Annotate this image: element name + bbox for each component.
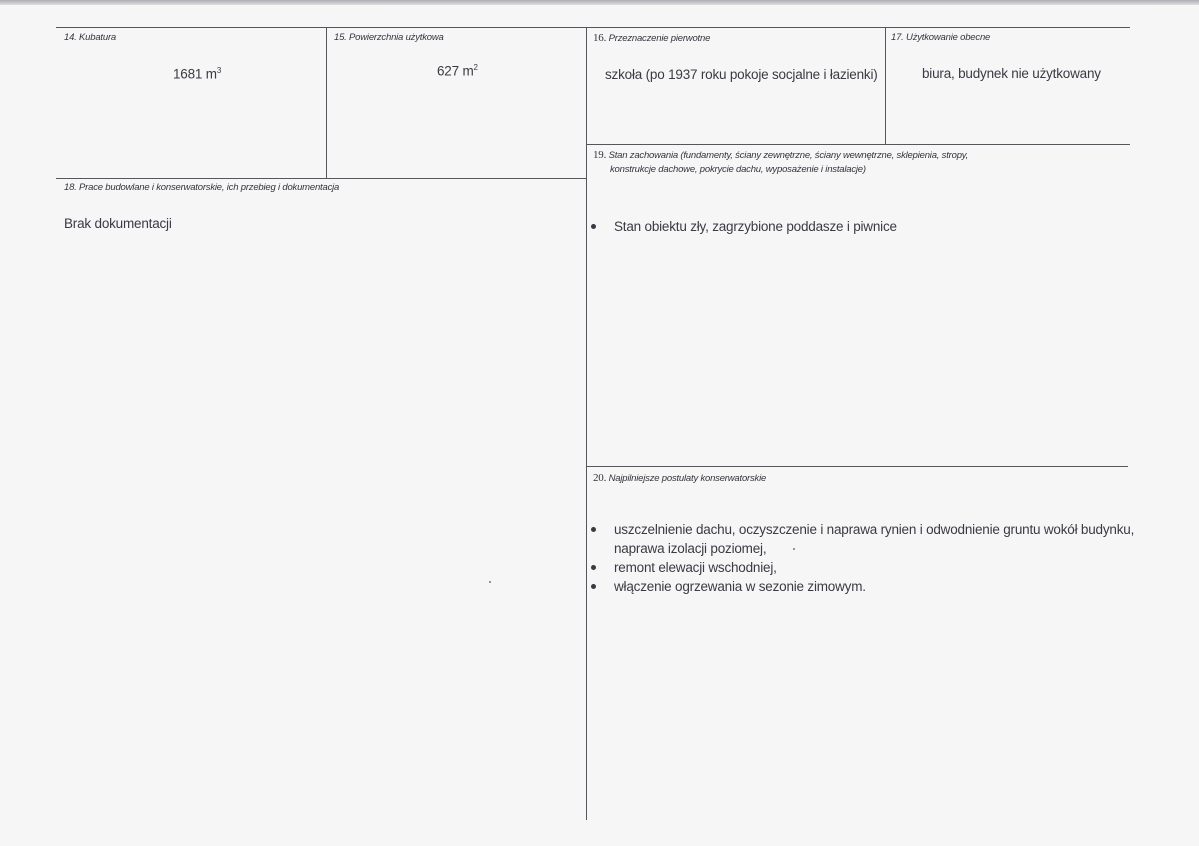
field-20-number: 20. — [593, 472, 607, 484]
rule-col-2 — [586, 27, 587, 820]
rule-row-1-left — [56, 178, 586, 179]
field-16-title: Przeznaczenie pierwotne — [608, 33, 711, 44]
field-14-unit-exponent: 3 — [216, 66, 222, 75]
field-14-label: 14. Kubatura — [64, 32, 117, 43]
scan-speck — [489, 581, 491, 583]
list-item: remont elewacji wschodniej, — [587, 558, 1137, 577]
field-14-number: 1681 m — [173, 66, 217, 82]
field-16-number: 16. — [593, 32, 607, 44]
field-15-value — [437, 63, 478, 79]
field-14-value — [173, 66, 221, 82]
field-17-label: 17. Użytkowanie obecne — [891, 32, 991, 43]
field-17-value: biura, budynek nie użytkowany — [922, 66, 1101, 81]
field-19-label-line-1 — [593, 149, 968, 161]
rule-row-1-right — [586, 144, 1130, 145]
field-18-label: 18. Prace budowlane i konserwatorskie, ich przebieg i dokumentacja — [64, 182, 340, 193]
field-19-number: 19. — [593, 149, 607, 161]
field-15-number: 627 m — [437, 63, 474, 79]
field-15-unit-exponent: 2 — [473, 63, 478, 72]
scan-speck — [793, 548, 795, 550]
list-item: włączenie ogrzewania w sezonie zimowym. — [587, 577, 1137, 596]
scan-top-edge — [0, 0, 1199, 5]
rule-row-2-right — [586, 466, 1128, 467]
rule-top — [56, 27, 1130, 28]
list-item: uszczelnienie dachu, oczyszczenie i naprawa rynien i odwodnienie gruntu wokół budynku, naprawa izolacji poziomej, — [587, 520, 1137, 558]
rule-col-3 — [885, 27, 886, 144]
field-19-title: Stan zachowania (fundamenty, ściany zewnętrzne, ściany wewnętrzne, sklepienia, stropy, — [608, 150, 969, 161]
field-19-list — [587, 217, 1127, 236]
field-15-label: 15. Powierzchnia użytkowa — [334, 32, 444, 43]
rule-col-1 — [326, 27, 327, 178]
field-20-list — [587, 520, 1137, 596]
list-item: Stan obiektu zły, zagrzybione poddasze i piwnice — [587, 217, 1127, 236]
field-20-title: Najpilniejsze postulaty konserwatorskie — [608, 473, 767, 484]
field-20-label — [593, 472, 766, 484]
field-19-label-line-2: konstrukcje dachowe, pokrycie dachu, wyposażenie i instalacje) — [610, 164, 866, 175]
field-16-label — [593, 32, 710, 44]
field-16-value: szkoła (po 1937 roku pokoje socjalne i łazienki) — [605, 67, 878, 82]
field-18-value: Brak dokumentacji — [64, 216, 172, 231]
